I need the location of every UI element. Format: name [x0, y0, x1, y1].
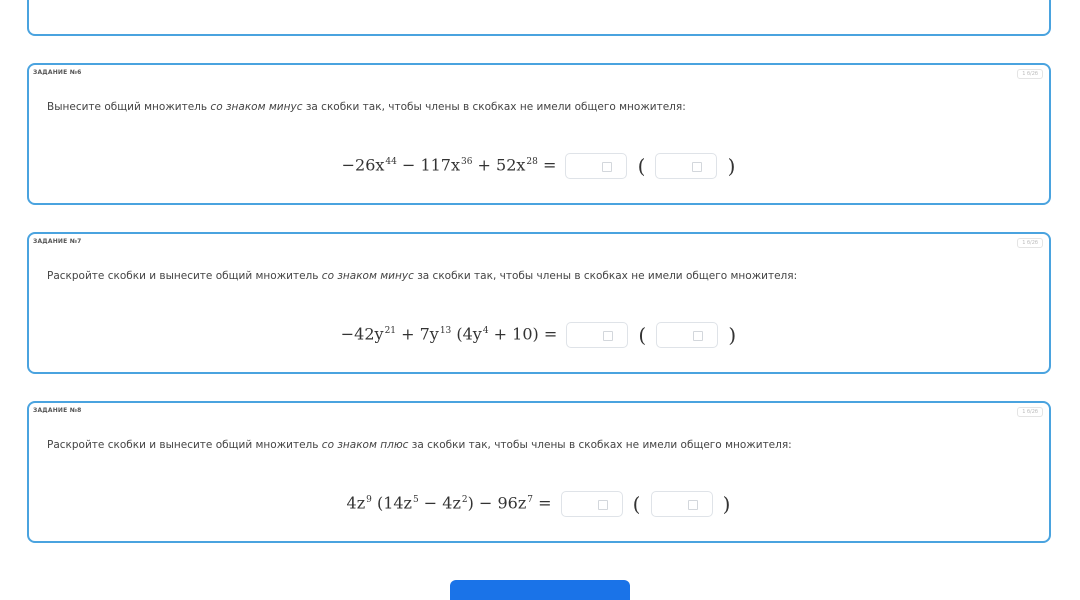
edit-icon	[603, 331, 613, 341]
task-card-7	[27, 232, 1051, 374]
edit-icon	[692, 162, 702, 172]
score-badge: 1 б/2б	[1017, 69, 1043, 79]
answer-input-factor[interactable]	[565, 153, 627, 179]
submit-button[interactable]	[450, 580, 630, 600]
task-card-8	[27, 401, 1051, 543]
edit-icon	[598, 500, 608, 510]
task-card-5	[27, 0, 1051, 36]
answer-input-factor[interactable]	[566, 322, 628, 348]
score-badge: 1 б/2б	[1017, 407, 1043, 417]
answer-input-bracket[interactable]	[656, 322, 718, 348]
edit-icon	[688, 500, 698, 510]
task-card-6	[27, 63, 1051, 205]
score-badge: 1 б/2б	[1017, 238, 1043, 248]
task-label: ЗАДАНИЕ №7	[33, 238, 82, 245]
task-prompt: Вынесите общий множитель со знаком минус за скобки так, чтобы члены в скобках не имели общего множителя:	[47, 101, 686, 113]
task-prompt: Раскройте скобки и вынесите общий множитель со знаком минус за скобки так, чтобы члены в скобках не имели общего множителя:	[47, 270, 798, 282]
task-label: ЗАДАНИЕ №8	[33, 407, 82, 414]
equation: $-26x^{44} - 117x^{36} + 52x^{28}$ = ( )	[341, 154, 736, 178]
equation: $-42y^{21} + 7y^{13}$ $(4y^4 + 10)$ = ( )	[340, 323, 737, 347]
task-prompt: Раскройте скобки и вынесите общий множитель со знаком плюс за скобки так, чтобы члены в скобках не имели общего множителя:	[47, 439, 792, 451]
edit-icon	[602, 162, 612, 172]
answer-input-factor[interactable]	[561, 491, 623, 517]
answer-input-bracket[interactable]	[655, 153, 717, 179]
answer-input-bracket[interactable]	[651, 491, 713, 517]
task-label: ЗАДАНИЕ №6	[33, 69, 82, 76]
edit-icon	[693, 331, 703, 341]
equation: $4z^9$ $(14z^5 - 4z^2) - 96z^7$ = ( )	[346, 492, 731, 516]
